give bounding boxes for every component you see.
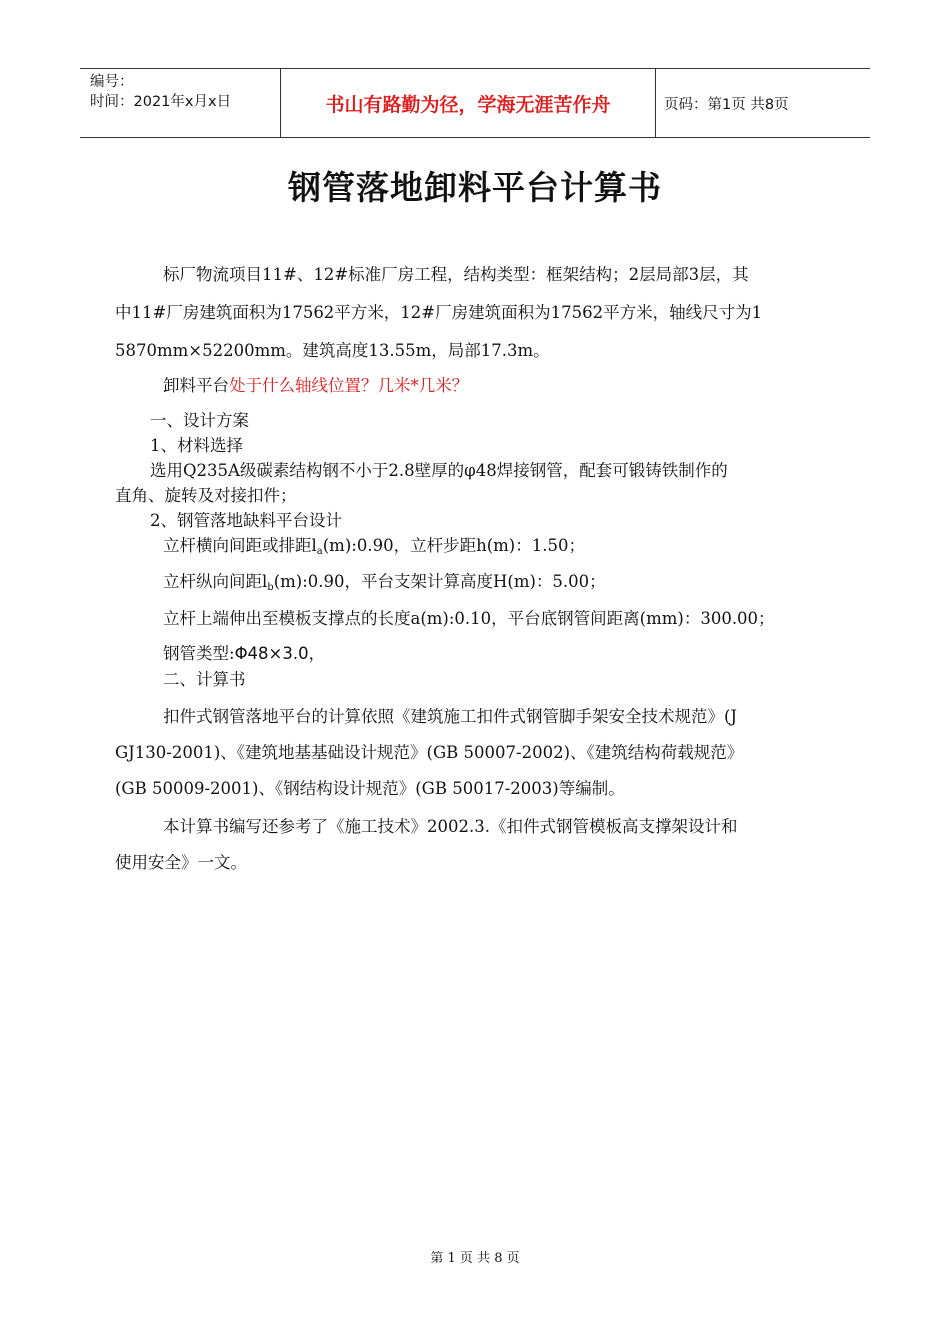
- document-title: 钢管落地卸料平台计算书: [288, 168, 662, 207]
- question-red-text: 处于什么轴线位置？几米*几米？: [229, 376, 469, 395]
- intro-line-2: 中11#厂房建筑面积为17562平方米，12#厂房建筑面积为17562平方米，轴线尺寸为1: [115, 303, 763, 322]
- section1-sub2: 2、钢管落地缺料平台设计: [150, 511, 342, 530]
- section2-heading: 二、计算书: [163, 670, 246, 689]
- reference-line-1: 本计算书编写还参考了《施工技术》2002.3.《扣件式钢管模板高支撑架设计和: [163, 817, 738, 836]
- pipe-type-label: 钢管类型:: [163, 644, 235, 663]
- header-table: [80, 68, 870, 138]
- param-line-3: 立杆上端伸出至模板支撑点的长度a(m):0.10，平台底钢管间距离(mm)：300.00；: [163, 609, 775, 628]
- question-prefix: 卸料平台: [163, 376, 229, 395]
- basis-line-2: GJ130-2001)、《建筑地基基础设计规范》(GB 50007-2002)、《建筑结构荷载规范》: [115, 743, 744, 762]
- header-motto: 书山有路勤为径，学海无涯苦作舟: [281, 69, 656, 137]
- pipe-type-value: Φ48×3.0，: [234, 644, 326, 663]
- basis-line-1: 扣件式钢管落地平台的计算依照《建筑施工扣件式钢管脚手架安全技术规范》(J: [163, 707, 738, 726]
- param-line-1: [163, 532, 585, 557]
- header-meta: [80, 69, 281, 137]
- intro-line-3: 5870mm×52200mm。建筑高度13.55m，局部17.3m。: [115, 341, 550, 360]
- param2-text-b: (m):0.90，平台支架计算高度H(m)：5.00；: [273, 572, 606, 591]
- reference-line-2: 使用安全》一文。: [115, 853, 247, 872]
- pipe-type-line: [163, 640, 325, 664]
- param2-text-a: 立杆纵向间距l: [163, 572, 268, 591]
- question-line: [163, 372, 468, 396]
- param2-subscript: b: [267, 582, 274, 593]
- basis-line-3: (GB 50009-2001)、《钢结构设计规范》(GB 50017-2003)等编制。: [115, 779, 625, 798]
- param1-text-b: (m):0.90，立杆步距h(m)：1.50；: [322, 536, 585, 555]
- param1-text-a: 立杆横向间距或排距l: [163, 536, 317, 555]
- material-line-1: 选用Q235A级碳素结构钢不小于2.8壁厚的φ48焊接钢管，配套可锻铸铁制作的: [150, 461, 728, 480]
- header-page-info: 页码：第1页 共8页: [664, 96, 789, 113]
- intro-line-1: 标厂物流项目11#、12#标准厂房工程，结构类型：框架结构；2层局部3层，其: [163, 265, 749, 284]
- material-line-2: 直角、旋转及对接扣件；: [115, 486, 297, 505]
- time-label: 时间：2021年x月x日: [90, 94, 232, 110]
- section1-heading: 一、设计方案: [150, 411, 249, 430]
- number-label: 编号：: [90, 74, 134, 90]
- section1-sub1: 1、材料选择: [150, 436, 243, 455]
- param1-subscript: a: [316, 546, 323, 557]
- page-footer: 第 1 页 共 8 页: [430, 1251, 520, 1266]
- param-line-2: [163, 568, 606, 593]
